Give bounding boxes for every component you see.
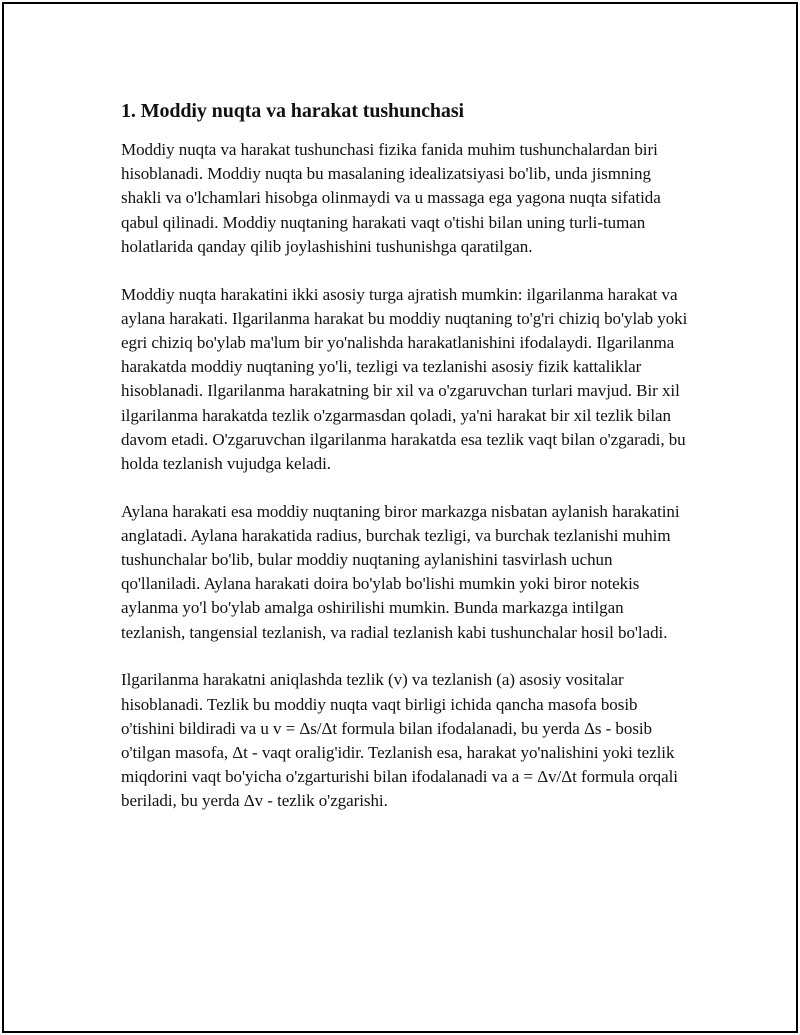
section-heading: 1. Moddiy nuqta va harakat tushunchasi xyxy=(121,100,464,122)
page-frame xyxy=(2,2,798,1033)
paragraph-aylana-harakati: Aylana harakati esa moddiy nuqtaning biror markazga nisbatan aylanish harakatini anglatadi. Aylana harakatida radius, burchak tezligi, va burchak tezlanishi muhim tushunchalar bo'lib, bular moddiy nuqtaning aylanishini tasvirlash uchun qo'llaniladi. Aylana harakati doira bo'ylab bo'lishi mumkin yoki biror notekis aylanma yo'l bo'ylab amalga oshirilishi mumkin. Bunda markazga intilgan tezlanish, tangensial tezlanish, va radial tezlanish kabi tushunchalar hosil bo'ladi. xyxy=(121,501,680,642)
paragraph-ilgarilanma-harakat: Moddiy nuqta harakatini ikki asosiy turga ajratish mumkin: ilgarilanma harakat va aylana harakati. Ilgarilanma harakat bu moddiy nuqtaning to'g'ri chiziq bo'ylab yoki egri chiziq bo'ylab ma'lum bir yo'nalishda harakatlanishini ifodalaydi. Ilgarilanma harakatda moddiy nuqtaning yo'li, tezligi va tezlanishi asosiy fizik kattaliklar hisoblanadi. Ilgarilanma harakatning bir xil va o'zgaruvchan turlari mavjud. Bir xil ilgarilanma harakatda tezlik o'zgarmasdan qoladi, ya'ni harakat bir xil tezlik bilan davom etadi. O'zgaruvchan ilgarilanma harakatda esa tezlik vaqt bilan o'zgaradi, bu holda tezlanish vujudga keladi. xyxy=(121,284,688,473)
paragraph-moddiy-nuqta: Moddiy nuqta va harakat tushunchasi fizika fanida muhim tushunchalardan biri hisoblanadi. Moddiy nuqta bu masalaning idealizatsiyasi bo'lib, unda jismning shakli va o'lchamlari hisobga olinmaydi va u massaga ega yagona nuqta sifatida qabul qilinadi. Moddiy nuqtaning harakati vaqt o'tishi bilan uning turli-tuman holatlarida qanday qilib joylashishini tushunishga qaratilgan. xyxy=(121,140,661,256)
document-content xyxy=(121,97,689,837)
paragraph-tezlik-tezlanish: Ilgarilanma harakatni aniqlashda tezlik (v) va tezlanish (a) asosiy vositalar hisoblanadi. Tezlik bu moddiy nuqta vaqt birligi ichida qancha masofa bosib o'tishini bildiradi va u v = Δs/Δt formula bilan ifodalanadi, bu yerda Δs - bosib o'tilgan masofa, Δt - vaqt oralig'idir. Tezlanish esa, harakat yo'nalishini yoki tezlik miqdorini vaqt bo'yicha o'zgarturishi bilan ifodalanadi va a = Δv/Δt formula orqali beriladi, bu yerda Δv - tezlik o'zgarishi. xyxy=(121,670,678,811)
